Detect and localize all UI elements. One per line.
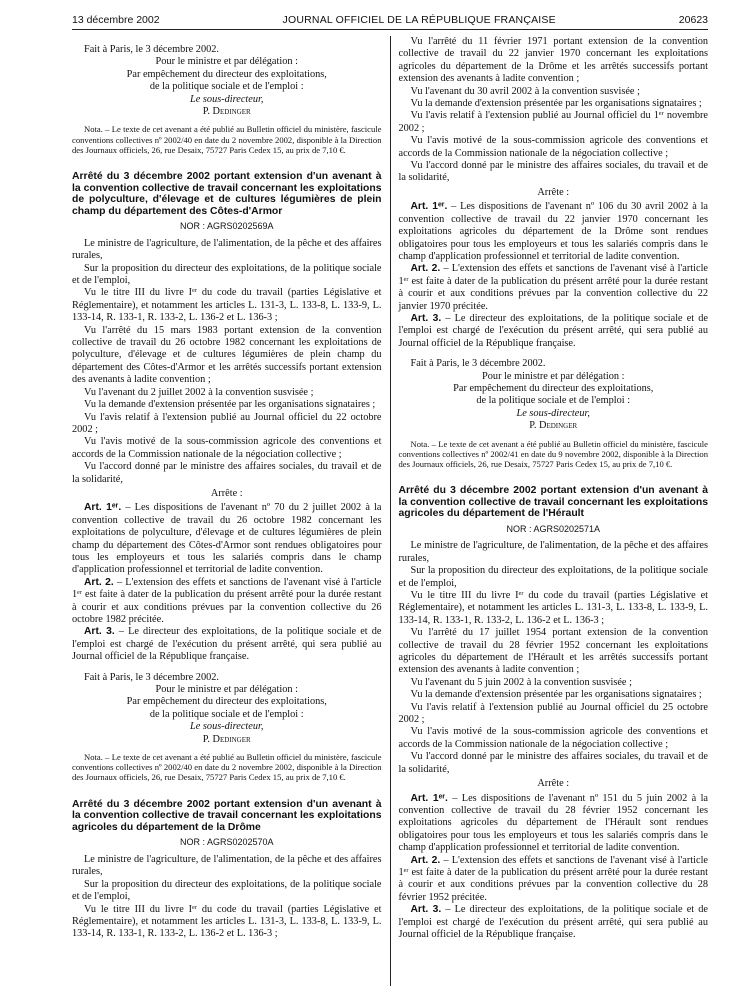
article-label: Art. 3. [84,626,115,638]
paragraph: Vu le titre III du livre Iᵉʳ du code du travail (parties Législative et Réglementaire), et notamment les articles L. 131-3, L. 133-8, L. 133-9, L. 133-14, R. 133-1, R. 133-2, L. 136-2 et L. 136-3 ; [72,903,382,940]
nota: Nota. – Le texte de cet avenant a été publié au Bulletin officiel du ministère, fascicule conventions collectives nº 2002/40 en date du 2 novembre 2002, disponible à la Direction des Journaux officiels, 26, rue Desaix, 75727 Paris Cedex 15, au prix de 7,10 €. [72,124,382,155]
article-label: Art. 1ᵉʳ. [84,502,122,514]
nor-reference: NOR : AGRS0202571A [506,523,601,534]
nor-reference: NOR : AGRS0202569A [179,221,274,232]
paragraph: Vu l'arrêté du 11 février 1971 portant extension de la convention collective de travail du 22 janvier 1970 concernant les exploitations agricoles du département de la Drôme et les arrêtés successifs portant extension des avenants à ladite convention ; [398,36,708,85]
article-text: – L'extension des effets et sanctions de l'avenant visé à l'article 1ᵉʳ est faite à dater de la publication du présent arrêté pour la durée restant à courir et aux conditions prévues par la convention collective du 26 octobre 1982 précitée. [72,576,382,626]
signature-name: P. Dedinger [202,733,251,745]
signature-role: Le sous-directeur, [190,93,264,105]
article [399,313,709,350]
article-text: – L'extension des effets et sanctions de l'avenant visé à l'article 1ᵉʳ est faite à dater de la publication du présent arrêté pour la durée restant à courir et aux conditions prévues par la convention collective du 28 février 1952 précitée. [398,854,709,903]
decree-body [399,540,709,776]
decree-body [399,36,709,185]
paragraph: Vu l'avenant du 5 juin 2002 à la convention susvisée ; [410,676,632,688]
article-label: Art. 2. [410,263,441,275]
paragraph: Vu la demande d'extension présentée par les organisations signataires ; [410,689,702,701]
article-text: – Les dispositions de l'avenant nº 70 du 2 juillet 2002 à la convention collective de travail du 26 octobre 1982 concernant les exploitations de polyculture, d'élevage et de cultures légumières de plein champ du département des Côtes-d'Armor sont rendues obligatoires pour tous les employeurs et tous les salariés compris dans le champ d'application professionnel et territorial de ladite convention. [72,502,382,576]
paragraph: Vu l'avis motivé de la sous-commission agricole des conventions et accords de la Commission nationale de la négociation collective ; [398,726,708,750]
arrete-heading: Arrête : [537,186,570,198]
nota: Nota. – Le texte de cet avenant a été publié au Bulletin officiel du ministère, fascicule conventions collectives nº 2002/41 en date du 9 novembre 2002, disponible à la Direction des Journaux officiels, 26, rue Desaix, 75727 Paris Cedex 15, au prix de 7,10 €. [398,438,708,469]
paragraph: Vu l'accord donné par le ministre des affaires sociales, du travail et de la solidarité, [398,751,708,775]
signature-name: P. Dedinger [202,106,251,118]
article [399,793,709,855]
paragraph: Vu l'accord donné par le ministre des affaires sociales, du travail et de la solidarité, [398,160,708,184]
signature-line: de la politique sociale et de l'emploi : [149,81,304,93]
paragraph: Vu l'avenant du 2 juillet 2002 à la convention susvisée ; [84,386,314,398]
paragraph: Vu l'avis relatif à l'extension publié au Journal officiel du 22 octobre 2002 ; [72,411,382,435]
paragraph: Le ministre de l'agriculture, de l'alimentation, de la pêche et des affaires rurales, [72,237,382,262]
paragraph: Sur la proposition du directeur des exploitations, de la politique sociale et de l'emploi, [398,565,708,589]
left-column [72,36,390,986]
article-label: Art. 3. [410,312,442,324]
paragraph: Vu l'avis relatif à l'extension publié au Journal officiel du 1ᵉʳ novembre 2002 ; [398,110,708,134]
arrete-heading: Arrête : [210,487,243,499]
header-page-number: 20623 [678,14,708,26]
signature-line: Par empêchement du directeur des exploitations, [126,696,327,708]
decree-body [72,238,382,486]
signature-role: Le sous-directeur, [190,721,264,733]
header-journal-title: JOURNAL OFFICIEL DE LA RÉPUBLIQUE FRANÇAISE [282,14,556,26]
article-text: – Le directeur des exploitations, de la politique sociale et de l'emploi est chargé de l'exécution du présent arrêté, qui sera publié au Journal officiel de la République française. [72,626,382,663]
nota: Nota. – Le texte de cet avenant a été publié au Bulletin officiel du ministère, fascicule conventions collectives nº 2002/40 en date du 2 novembre 2002, disponible à la Direction des Journaux officiels, 26, rue Desaix, 75727 Paris Cedex 15, au prix de 7,10 €. [72,752,382,783]
signature-line: de la politique sociale et de l'emploi : [476,395,631,407]
article-text: – L'extension des effets et sanctions de l'avenant visé à l'article 1ᵉʳ est faite à dater de la publication du présent arrêté pour la durée restant à courir et aux conditions prévues par la convention collective du 22 janvier 1970 précitée. [398,263,709,312]
paragraph: Le ministre de l'agriculture, de l'alimentation, de la pêche et des affaires rurales, [72,853,382,878]
article-label: Art. 2. [84,576,114,588]
page-header [72,10,708,30]
article-label: Art. 2. [410,854,441,866]
paragraph: Vu l'avis relatif à l'extension publié au Journal officiel du 25 octobre 2002 ; [398,701,708,726]
article-text: – Le directeur des exploitations, de la politique sociale et de l'emploi est chargé de l'exécution du présent arrêté, qui sera publié au Journal officiel de la République française. [398,312,708,349]
fait-a-paris: Fait à Paris, le 3 décembre 2002. [410,358,546,370]
article-label: Art. 1ᵉʳ. [410,792,448,804]
article [72,502,382,576]
article-text: – Le directeur des exploitations, de la politique sociale et de l'emploi est chargé de l'exécution du présent arrêté, qui sera publié au Journal officiel de la République française. [398,904,708,940]
paragraph: Sur la proposition du directeur des exploitations, de la politique sociale et de l'emploi, [72,262,382,287]
fait-a-paris: Fait à Paris, le 3 décembre 2002. [84,671,219,683]
article-text: – Les dispositions de l'avenant nº 151 du 5 juin 2002 à la convention collective de travail du 28 février 1952 concernant les exploitations agricoles du département de l'Hérault sont rendues obligatoires pour tous les employeurs et tous les salariés compris dans le champ d'application professionnel et territorial de ladite convention. [398,792,709,854]
signature-line: Pour le ministre et par délégation : [155,684,298,696]
signature-block [72,684,382,746]
paragraph: Vu l'arrêté du 15 mars 1983 portant extension de la convention collective de travail du 26 octobre 1982 concernant les exploitations de polyculture, d'élevage et de cultures légumières de plein champ du département des Côtes-d'Armor et les arrêtés successifs portant extension des avenants à ladite convention ; [72,324,382,386]
article [399,201,709,263]
paragraph: Vu l'accord donné par le ministre des affaires sociales, du travail et de la solidarité, [72,461,382,485]
decree-title: Arrêté du 3 décembre 2002 portant extension d'un avenant à la convention collective de travail concernant les exploitations agricoles du département de l'Hérault [398,485,708,520]
paragraph: Vu le titre III du livre Iᵉʳ du code du travail (parties Législative et Réglementaire), et notamment les articles L. 131-3, L. 133-8, L. 133-9, L. 133-14, R. 133-1, R. 133-2, L. 136-2 et L. 136-3 ; [398,590,708,626]
fait-a-paris: Fait à Paris, le 3 décembre 2002. [84,44,219,55]
article [399,263,709,313]
signature-line: Pour le ministre et par délégation : [155,56,298,68]
decree-body [72,854,382,941]
signature-line: Par empêchement du directeur des exploitations, [126,68,327,80]
paragraph: Vu la demande d'extension présentée par les organisations signataires ; [410,98,702,110]
article [72,577,382,627]
paragraph: Vu l'avis motivé de la sous-commission agricole des conventions et accords de la Commission nationale de la négociation collective ; [398,135,708,159]
header-date: 13 décembre 2002 [72,14,160,26]
signature-block [72,56,382,118]
signature-role: Le sous-directeur, [516,407,590,419]
signature-line: de la politique sociale et de l'emploi : [149,708,304,720]
paragraph: Vu la demande d'extension présentée par les organisations signataires ; [84,399,376,411]
paragraph: Vu l'avenant du 30 avril 2002 à la convention susvisée ; [410,85,640,97]
article-label: Art. 3. [410,904,442,916]
paragraph: Le ministre de l'agriculture, de l'alimentation, de la pêche et des affaires rurales, [398,540,708,564]
decree-title: Arrêté du 3 décembre 2002 portant extension d'un avenant à la convention collective de travail concernant les exploitations de polyculture, d'élevage et de cultures légumières de plein champ du département des Côtes-d'Armor [72,171,382,217]
paragraph: Sur la proposition du directeur des exploitations, de la politique sociale et de l'emploi, [72,878,382,903]
paragraph: Vu l'avis motivé de la sous-commission agricole des conventions et accords de la Commission nationale de la négociation collective ; [72,436,382,460]
article [399,904,709,941]
article-label: Art. 1ᵉʳ. [410,201,448,213]
article [72,626,382,663]
decree-title: Arrêté du 3 décembre 2002 portant extension d'un avenant à la convention collective de travail concernant les exploitations agricoles du département de la Drôme [72,798,382,833]
paragraph: Vu le titre III du livre Iᵉʳ du code du travail (parties Législative et Réglementaire), et notamment les articles L. 131-3, L. 133-8, L. 133-9, L. 133-14, R. 133-1, R. 133-2, L. 136-2 et L. 136-3 ; [72,287,382,324]
arrete-heading: Arrête : [537,778,570,790]
right-column [390,36,709,986]
paragraph: Vu l'arrêté du 17 juillet 1954 portant extension de la convention collective de travail du 28 février 1952 concernant les exploitations agricoles du département de l'Hérault et les arrêtés successifs portant extension des avenants à ladite convention ; [398,627,708,676]
article [399,855,709,905]
signature-line: Par empêchement du directeur des exploitations, [453,382,654,394]
signature-name: P. Dedinger [529,420,578,432]
signature-block [399,371,709,433]
columns [72,36,708,986]
article-text: – Les dispositions de l'avenant nº 106 du 30 avril 2002 à la convention collective de travail du 22 janvier 1970 concernant les exploitations agricoles du département de la Drôme sont rendues obligatoires pour tous les employeurs et tous les salariés compris dans le champ d'application professionnel et territorial de ladite convention. [398,201,708,262]
nor-reference: NOR : AGRS0202570A [179,837,274,848]
signature-line: Pour le ministre et par délégation : [482,370,625,382]
